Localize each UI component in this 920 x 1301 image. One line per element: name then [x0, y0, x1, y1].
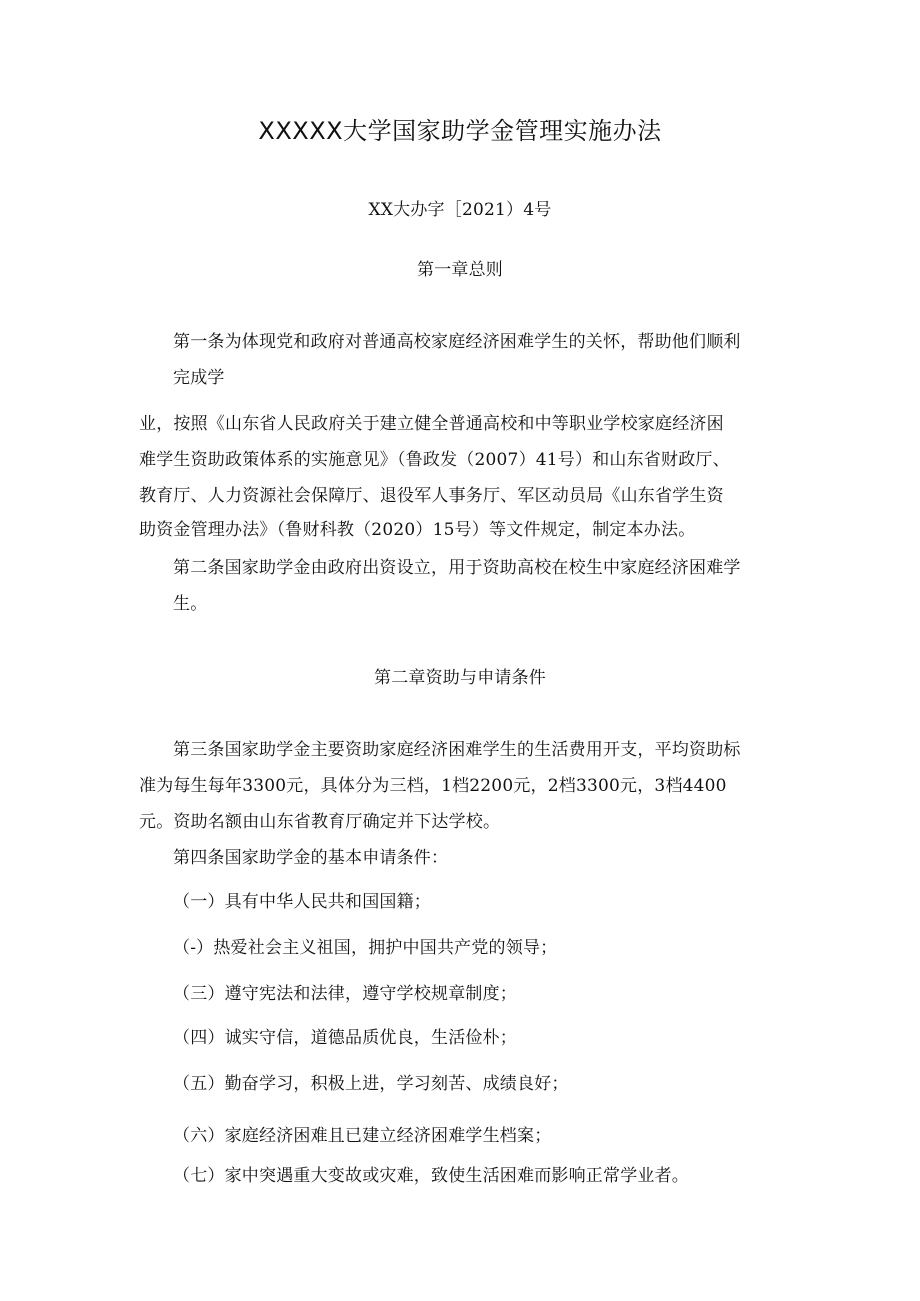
- paragraph-line: 第四条国家助学金的基本申请条件：: [173, 848, 449, 868]
- list-item: （六）家庭经济困难且已建立经济困难学生档案；: [173, 1126, 552, 1146]
- paragraph-line: 准为每生每年3300元，具体分为三档，1档2200元，2档3300元，3档4400: [139, 776, 727, 796]
- paragraph-line: 生。: [173, 594, 208, 614]
- list-item: （五）勤奋学习，积极上进，学习刻苦、成绩良好；: [173, 1074, 569, 1094]
- paragraph-line: 元。资助名额由山东省教育厅确定并下达学校。: [139, 812, 501, 832]
- chapter-heading: 第一章总则: [417, 260, 503, 280]
- paragraph-line: 完成学: [173, 368, 225, 388]
- chapter-heading: 第二章资助与申请条件: [374, 668, 546, 688]
- paragraph-line: 第一条为体现党和政府对普通高校家庭经济困难学生的关怀，帮助他们顺利: [173, 332, 741, 352]
- list-item: （七）家中突遇重大变故或灾难，致使生活困难而影响正常学业者。: [173, 1166, 689, 1186]
- paragraph-line: 难学生资助政策体系的实施意见》（鲁政发（2007）41号）和山东省财政厅、: [139, 450, 730, 470]
- paragraph-line: 第三条国家助学金主要资助家庭经济困难学生的生活费用开支，平均资助标: [173, 740, 741, 760]
- document-number: XX大办字［2021）4号: [368, 200, 552, 220]
- paragraph-line: 教育厅、人力资源社会保障厅、退役军人事务厅、军区动员局《山东省学生资: [139, 486, 724, 506]
- list-item: （三）遵守宪法和法律，遵守学校规章制度；: [173, 984, 517, 1004]
- paragraph-line: 助资金管理办法》（鲁财科教（2020）15号）等文件规定，制定本办法。: [139, 520, 696, 540]
- list-item: （一）具有中华人民共和国国籍；: [173, 892, 431, 912]
- paragraph-line: 第二条国家助学金由政府出资设立，用于资助高校在校生中家庭经济困难学: [173, 558, 741, 578]
- document-title: XXXXX大学国家助学金管理实施办法: [258, 117, 662, 145]
- paragraph-line: 业，按照《山东省人民政府关于建立健全普通高校和中等职业学校家庭经济困: [139, 414, 724, 434]
- list-item: （-）热爱社会主义祖国，拥护中国共产党的领导；: [173, 938, 558, 958]
- list-item: （四）诚实守信，道德品质优良，生活俭朴；: [173, 1028, 517, 1048]
